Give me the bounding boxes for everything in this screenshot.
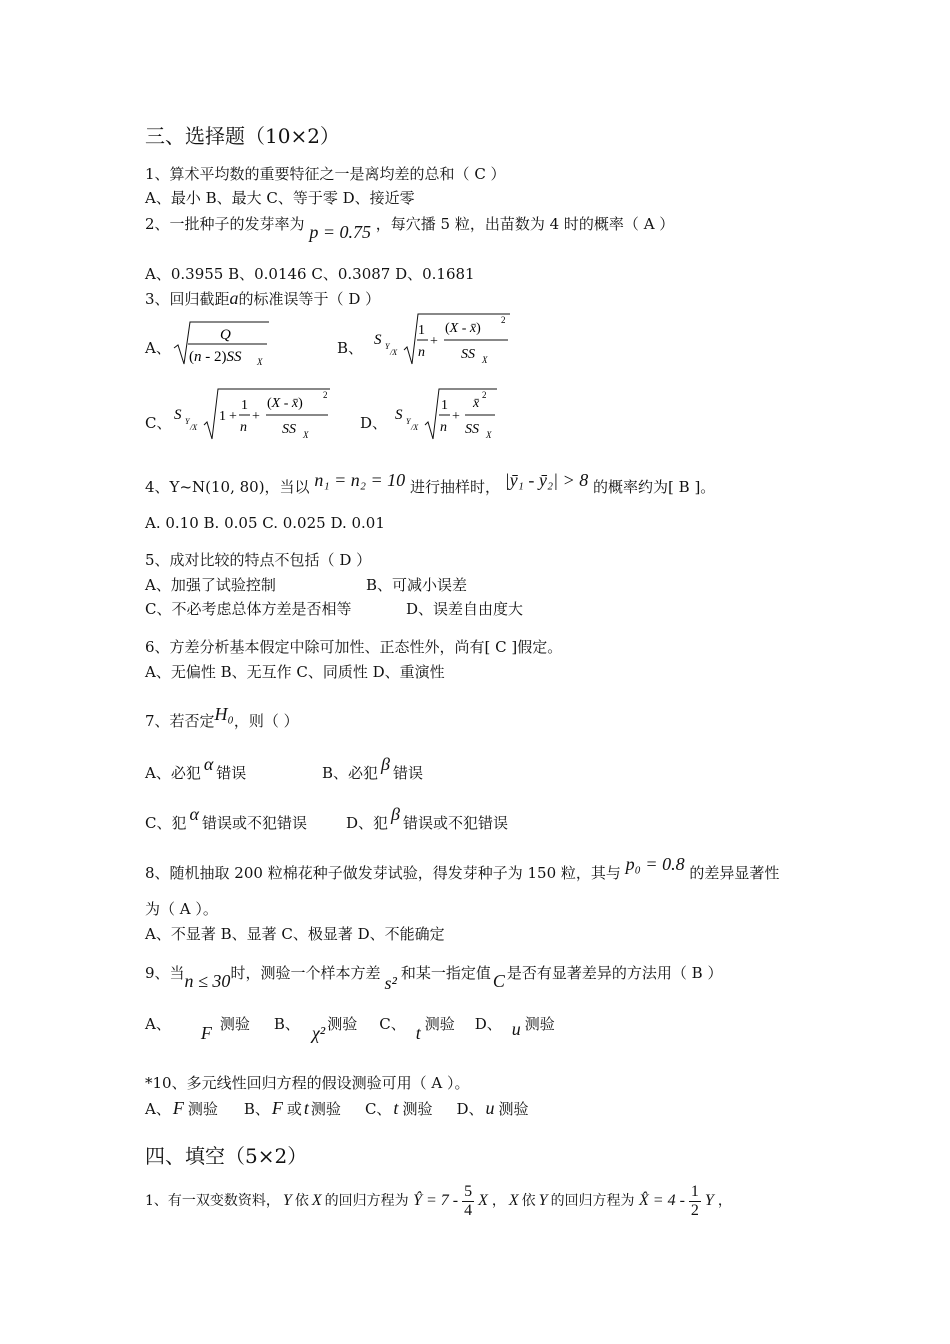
section-3-heading: 三、选择题（10×2） — [145, 124, 340, 148]
symbol-u: u — [511, 1019, 521, 1039]
option-a-post: 错误 — [216, 764, 247, 782]
symbol-f: F — [172, 1098, 184, 1118]
svg-text:1: 1 — [441, 398, 448, 413]
dep-label: 依 — [294, 1193, 309, 1210]
test-label: 测验 — [424, 1015, 455, 1033]
question-3-option-b-label: B、 — [337, 339, 364, 357]
question-2-options: A、0.3955 B、0.0146 C、0.3087 D、0.1681 — [145, 265, 475, 283]
question-5-option-a: A、加强了试验控制 — [145, 576, 276, 594]
question-7-text: 7、若否定 — [145, 712, 215, 730]
symbol-u: u — [485, 1098, 495, 1118]
option-d-pre: D、犯 — [346, 814, 389, 832]
svg-text:1: 1 — [219, 409, 226, 424]
question-1: 1、算术平均数的重要特征之一是离均差的总和（ C ） — [145, 165, 506, 183]
formula-option-d — [393, 387, 501, 445]
beta-symbol: β — [391, 804, 400, 824]
symbol-f: F — [271, 1098, 283, 1118]
svg-text:Y: Y — [385, 342, 390, 351]
svg-text:(X - x̄): (X - x̄) — [445, 321, 481, 336]
svg-text:/X: /X — [390, 348, 398, 357]
svg-text:1: 1 — [241, 398, 248, 413]
test-label: 测验 — [310, 1100, 341, 1118]
question-7-option-b — [322, 754, 424, 783]
beta-symbol: β — [381, 754, 390, 774]
formula-option-c — [172, 387, 334, 445]
question-6-options: A、无偏性 B、无互作 C、同质性 D、重演性 — [145, 663, 445, 681]
svg-text:SS: SS — [282, 422, 296, 437]
option-b-label: B、 — [273, 1015, 300, 1033]
question-7-option-a — [145, 754, 247, 783]
question-9-text-end: 是否有显著差异的方法用（ B ） — [506, 964, 723, 982]
svg-text:S: S — [395, 407, 403, 423]
option-c-pre: C、犯 — [145, 814, 187, 832]
question-9-options — [145, 1013, 555, 1043]
symbol-c: C — [492, 971, 505, 991]
symbol-y: Y — [538, 1192, 548, 1210]
test-label: 测验 — [524, 1015, 555, 1033]
symbol-s2: s² — [384, 973, 397, 993]
question-4-options: A. 0.10 B. 0.05 C. 0.025 D. 0.01 — [145, 514, 385, 532]
symbol-t: t — [415, 1023, 421, 1043]
svg-text:X: X — [257, 357, 263, 367]
test-label: 测验 — [402, 1100, 433, 1118]
formula-option-b — [372, 312, 514, 370]
formula-n-le-30: n ≤ 30 — [184, 971, 231, 991]
svg-text:/X: /X — [411, 423, 419, 432]
svg-text:S: S — [374, 332, 382, 348]
svg-text:(X - x̄): (X - x̄) — [267, 396, 303, 411]
svg-text:+: + — [229, 409, 237, 424]
question-10: *10、多元线性回归方程的假设测验可用（ A ）。 — [145, 1074, 470, 1092]
symbol-t: t — [303, 1098, 309, 1118]
question-3-text-end: 的标准误等于（ D ） — [238, 290, 381, 308]
question-4-text-end: 的概率约为[ B ]。 — [593, 478, 716, 496]
svg-text:X: X — [486, 430, 492, 440]
separator: ， — [491, 1193, 506, 1210]
option-c-post: 错误或不犯错误 — [201, 814, 307, 832]
option-d-label: D、 — [474, 1015, 502, 1033]
question-3-text: 3、回归截距 — [145, 290, 230, 308]
question-7-option-c — [145, 804, 307, 833]
question-3-option-d-label: D、 — [360, 414, 388, 432]
symbol-f: F — [200, 1023, 212, 1043]
question-5-option-c: C、不必考虑总体方差是否相等 — [145, 600, 352, 618]
fill-q1-mid2: 的回归方程为 — [550, 1193, 635, 1210]
question-8-line-2: 为（ A ）。 — [145, 900, 218, 918]
section-4-heading: 四、填空（5×2） — [145, 1144, 308, 1168]
or-label: 或 — [286, 1100, 302, 1118]
svg-text:Y: Y — [185, 417, 190, 426]
question-8-text: 8、随机抽取 200 粒棉花种子做发芽试验，得发芽种子为 150 粒，其与 — [145, 864, 621, 882]
formula-denominator: (n - 2)SS — [189, 349, 242, 365]
dep-label: 依 — [521, 1193, 536, 1210]
test-label: 测验 — [498, 1100, 529, 1118]
option-a-pre: A、必犯 — [145, 764, 201, 782]
svg-text:2: 2 — [501, 315, 506, 325]
svg-text:x̄: x̄ — [473, 396, 480, 411]
formula-q: Q — [220, 327, 231, 343]
question-5-option-d: D、误差自由度大 — [406, 600, 524, 618]
fill-q1-mid: 的回归方程为 — [324, 1193, 409, 1210]
question-1-options: A、最小 B、最大 C、等于零 D、接近零 — [145, 189, 415, 207]
option-a-label: A、 — [145, 1100, 171, 1118]
question-6: 6、方差分析基本假定中除可加性、正态性外，尚有[ C ]假定。 — [145, 638, 563, 656]
question-8-options: A、不显著 B、显著 C、极显著 D、不能确定 — [145, 925, 445, 943]
fill-q1-end: ， — [717, 1193, 732, 1210]
svg-text:+: + — [430, 334, 438, 349]
question-2-text-end: ，每穴播 5 粒，出苗数为 4 时的概率（ A ） — [375, 215, 675, 233]
svg-text:+: + — [452, 409, 460, 424]
symbol-chi2: χ² — [311, 1023, 326, 1043]
question-10-options — [145, 1098, 529, 1119]
formula-p0: p₀ = 0.8 — [625, 854, 685, 874]
test-label: 测验 — [327, 1015, 358, 1033]
svg-text:2: 2 — [482, 390, 487, 400]
svg-text:1: 1 — [418, 323, 425, 338]
svg-text:SS: SS — [461, 347, 475, 362]
symbol-x: X — [508, 1192, 519, 1210]
formula-abs-diff: |ȳ₁ - ȳ₂| > 8 — [504, 470, 589, 490]
question-3 — [145, 288, 380, 309]
question-2 — [145, 213, 675, 242]
regression-eq-1: Ŷ = 7 - $\frac{5}{4}$ X — [413, 1183, 488, 1219]
option-c-label: C、 — [364, 1100, 392, 1118]
question-7-text-end: ，则（ ） — [233, 712, 299, 730]
test-label: 测验 — [219, 1015, 250, 1033]
option-b-post: 错误 — [393, 764, 424, 782]
question-7-option-d — [346, 804, 509, 833]
svg-text:+: + — [252, 409, 260, 424]
svg-text:/X: /X — [190, 423, 198, 432]
question-9-text-mid1: 时，测验一个样本方差 — [230, 964, 381, 982]
option-d-label: D、 — [456, 1100, 484, 1118]
svg-text:X: X — [303, 430, 309, 440]
svg-text:X: X — [482, 355, 488, 365]
symbol-y: Y — [282, 1192, 292, 1210]
question-3-option-c-label: C、 — [145, 414, 172, 432]
question-4 — [145, 470, 716, 497]
symbol-h0: H₀ — [214, 704, 234, 724]
svg-text:n: n — [240, 420, 247, 435]
svg-text:S: S — [174, 407, 182, 423]
question-8 — [145, 854, 780, 883]
question-2-text: 2、一批种子的发芽率为 — [145, 215, 305, 233]
question-7 — [145, 704, 299, 731]
symbol-x: X — [311, 1192, 322, 1210]
question-8-text-end: 的差异显著性 — [689, 864, 780, 882]
formula-p: p = 0.75 — [309, 222, 371, 242]
option-b-label: B、 — [243, 1100, 270, 1118]
fill-q1-text: 1、有一双变数资料， — [145, 1193, 280, 1210]
formula-option-a — [172, 318, 272, 368]
option-b-pre: B、必犯 — [322, 764, 379, 782]
svg-text:SS: SS — [465, 422, 479, 437]
question-9-text-mid2: 和某一指定值 — [400, 964, 491, 982]
symbol-a: a — [229, 288, 239, 308]
option-d-post: 错误或不犯错误 — [403, 814, 509, 832]
question-4-text: 4、Y~N(10, 80)，当以 — [145, 478, 310, 496]
option-a-label: A、 — [145, 1015, 171, 1033]
fill-question-1 — [145, 1183, 732, 1220]
svg-text:Y: Y — [406, 417, 411, 426]
svg-text:n: n — [440, 420, 447, 435]
formula-n1-n2: n₁ = n₂ = 10 — [314, 470, 406, 490]
svg-text:n: n — [418, 345, 425, 360]
alpha-symbol: α — [189, 804, 199, 824]
symbol-t: t — [393, 1098, 399, 1118]
question-5: 5、成对比较的特点不包括（ D ） — [145, 551, 372, 569]
regression-eq-2: X̂ = 4 - $\frac{1}{2}$ Y — [639, 1183, 714, 1219]
test-label: 测验 — [187, 1100, 218, 1118]
question-4-text-mid: 进行抽样时， — [409, 478, 500, 496]
alpha-symbol: α — [203, 754, 214, 774]
option-c-label: C、 — [379, 1015, 406, 1033]
question-9-text: 9、当 — [145, 964, 185, 982]
question-3-option-a-label: A、 — [145, 339, 171, 357]
question-9 — [145, 962, 723, 993]
svg-text:2: 2 — [323, 390, 328, 400]
question-5-option-b: B、可减小误差 — [366, 576, 468, 594]
